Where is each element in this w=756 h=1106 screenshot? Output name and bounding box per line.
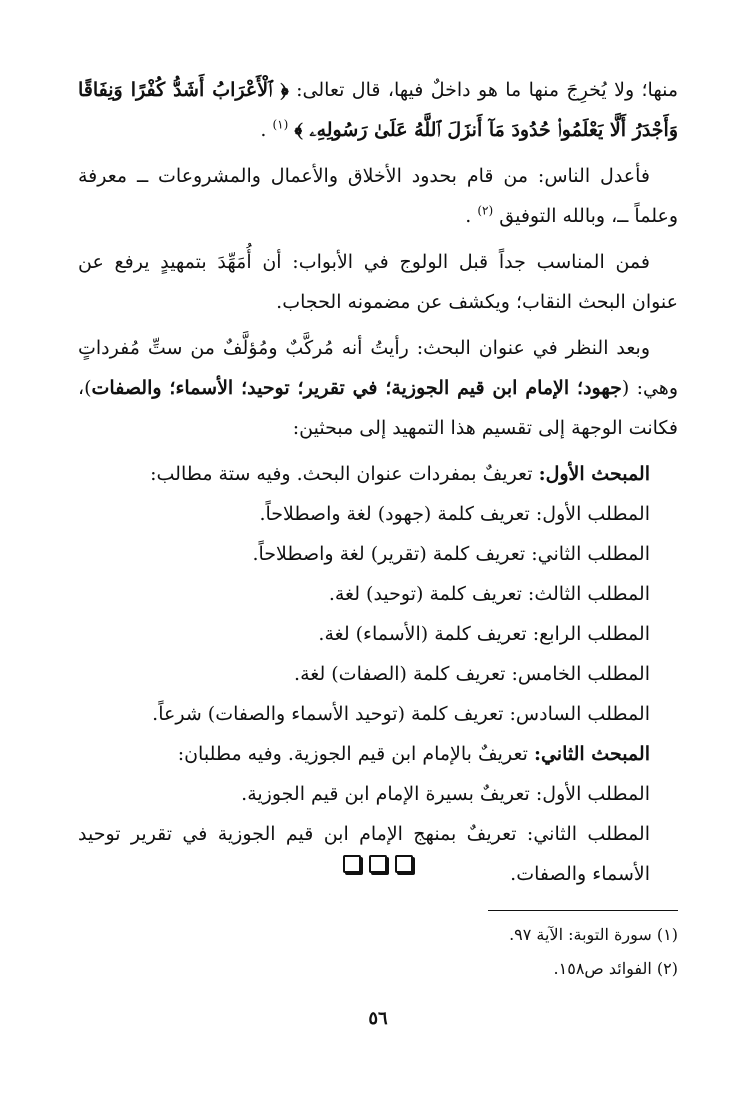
footnote-separator xyxy=(488,910,678,911)
paragraph-2-text: فأعدل الناس: من قام بحدود الأخلاق والأعمال والمشروعات ــ معرفة وعلماً ــ، وبالله التوفيق xyxy=(78,165,678,227)
paragraph-4-end: )، فكانت الوجهة إلى تقسيم هذا التمهيد إلى مبحثين: xyxy=(78,377,678,439)
section-1-text: تعريفٌ بمفردات عنوان البحث. وفيه ستة مطالب: xyxy=(150,463,539,485)
footnote-1: (١) سورة التوبة: الآية ٩٧. xyxy=(509,925,678,944)
paragraph-1-end: . xyxy=(260,119,267,141)
square-ornament-icon xyxy=(369,855,387,873)
section-1-item-3: المطلب الثالث: تعريف كلمة (توحيد) لغة. xyxy=(328,583,650,605)
section-1-item-1: المطلب الأول: تعريف كلمة (جهود) لغة واصطلاحاً. xyxy=(259,503,650,525)
section-divider xyxy=(0,855,756,873)
section-1-item-5: المطلب الخامس: تعريف كلمة (الصفات) لغة. xyxy=(294,663,650,685)
section-1-item-4: المطلب الرابع: تعريف كلمة (الأسماء) لغة. xyxy=(318,623,650,645)
footnote-ref-2[interactable]: (٢) xyxy=(477,203,494,218)
quran-verse: ﴿ ٱلْأَعْرَابُ أَشَدُّ كُفْرًا وَنِفَاقًا وَأَجْدَرُ أَلَّا يَعْلَمُوا۟ حُدُودَ مَآ أَنزَلَ ٱللَّهُ عَلَىٰ رَسُولِهِۦ ﴾ xyxy=(78,79,678,141)
footnote-2: (٢) الفوائد ص١٥٨. xyxy=(553,959,678,978)
section-2-item-2: المطلب الثاني: تعريفٌ بمنهج الإمام ابن قيم الجوزية في تقرير توحيد الأسماء والصفات. xyxy=(78,823,650,885)
section-1-item-2: المطلب الثاني: تعريف كلمة (تقرير) لغة واصطلاحاً. xyxy=(252,543,650,565)
section-2-text: تعريفٌ بالإمام ابن قيم الجوزية. وفيه مطلبان: xyxy=(177,743,534,765)
paragraph-quran-citation xyxy=(78,70,678,150)
page-number: ٥٦ xyxy=(368,1008,388,1029)
section-1-heading xyxy=(78,454,678,494)
paragraph-title-analysis xyxy=(78,328,678,448)
paragraph-4-start: وبعد النظر في عنوان البحث: رأيتُ أنه مُركَّبٌ ومُؤلَّفٌ من ستِّ مُفرداتٍ وهي: ( xyxy=(78,337,678,399)
title-terms: جهود؛ الإمام ابن قيم الجوزية؛ في تقرير؛ توحيد؛ الأسماء؛ والصفات xyxy=(91,377,622,399)
paragraph-1-text: منها؛ ولا يُخرِجَ منها ما هو داخلٌ فيها، قال تعالى: xyxy=(288,79,679,101)
body-text xyxy=(78,70,678,894)
square-ornament-icon xyxy=(343,855,361,873)
square-ornament-icon xyxy=(395,855,413,873)
section-2-item-1: المطلب الأول: تعريفٌ بسيرة الإمام ابن قيم الجوزية. xyxy=(241,783,650,805)
footnote-ref-1[interactable]: (١) xyxy=(272,117,289,132)
section-1-item-6: المطلب السادس: تعريف كلمة (توحيد الأسماء والصفات) شرعاً. xyxy=(152,703,650,725)
section-1-label: المبحث الأول: xyxy=(538,463,650,485)
section-2-label: المبحث الثاني: xyxy=(533,743,650,765)
paragraph-fairest-people xyxy=(78,156,678,236)
paragraph-introduction: فمن المناسب جداً قبل الولوج في الأبواب: أن أُمَهِّدَ بتمهيدٍ يرفع عن عنوان البحث النقاب؛ ويكشف عن مضمونه الحجاب. xyxy=(78,251,678,313)
footnotes xyxy=(78,918,678,986)
paragraph-2-end: . xyxy=(465,205,472,227)
section-2-heading xyxy=(78,734,678,774)
